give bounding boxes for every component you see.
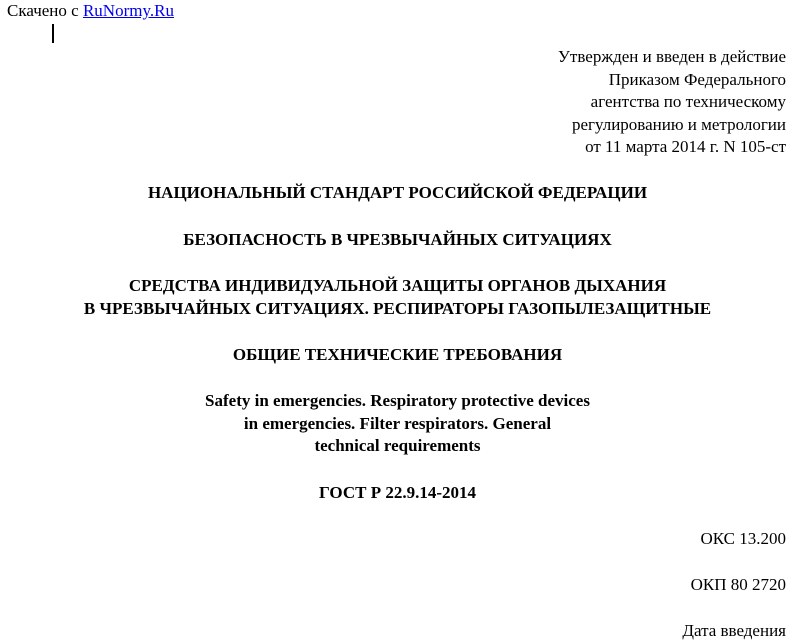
main-title-line: В ЧРЕЗВЫЧАЙНЫХ СИТУАЦИЯХ. РЕСПИРАТОРЫ ГАЗОПЫЛЕЗАЩИТНЫЕ	[83, 298, 712, 318]
main-title	[0, 275, 790, 320]
effective-date-label: Дата введения	[682, 621, 786, 640]
source-prefix: Скачено с	[7, 1, 79, 20]
approval-line: агентства по техническому	[590, 92, 786, 111]
approval-line: Приказом Федерального	[608, 69, 786, 89]
english-title-line: in emergencies. Filter respirators. General	[243, 413, 552, 433]
runormy-link[interactable]: RuNormy.Ru	[82, 1, 174, 20]
standard-designation: ГОСТ Р 22.9.14-2014	[319, 483, 476, 502]
main-title-line: СРЕДСТВА ИНДИВИДУАЛЬНОЙ ЗАЩИТЫ ОРГАНОВ ДЫХАНИЯ	[128, 276, 667, 295]
english-title	[0, 390, 790, 458]
standard-title: НАЦИОНАЛЬНЫЙ СТАНДАРТ РОССИЙСКОЙ ФЕДЕРАЦИИ	[147, 183, 648, 202]
source-line	[7, 1, 174, 21]
series-title: БЕЗОПАСНОСТЬ В ЧРЕЗВЫЧАЙНЫХ СИТУАЦИЯХ	[183, 230, 612, 249]
text-cursor	[52, 24, 54, 43]
approval-line: регулированию и метрологии	[571, 114, 786, 134]
okp-code: ОКП 80 2720	[690, 575, 786, 594]
subtitle: ОБЩИЕ ТЕХНИЧЕСКИЕ ТРЕБОВАНИЯ	[232, 345, 563, 364]
approval-line: от 11 марта 2014 г. N 105-ст	[585, 137, 786, 156]
approval-block	[558, 46, 786, 159]
english-title-line: Safety in emergencies. Respiratory protective devices	[205, 391, 590, 410]
approval-line: Утвержден и введен в действие	[557, 47, 786, 66]
english-title-line: technical requirements	[314, 436, 481, 455]
oks-code: ОКС 13.200	[700, 529, 786, 548]
